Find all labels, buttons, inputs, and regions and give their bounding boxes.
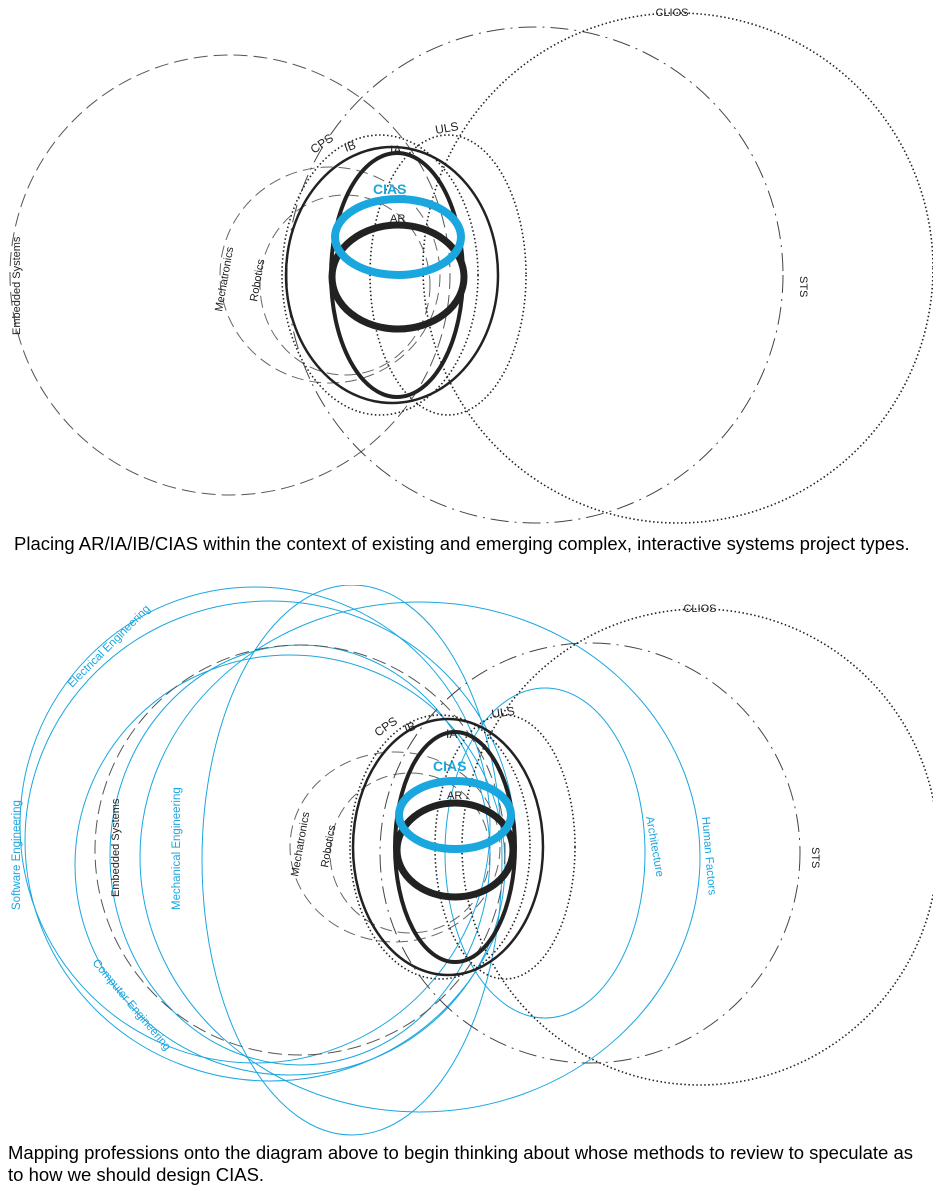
clios-boundary <box>462 609 933 1085</box>
sts-boundary <box>287 27 783 523</box>
cps-label: CPS <box>307 130 336 157</box>
human-factors-boundary <box>140 602 700 1112</box>
robotics-label: Robotics <box>248 258 268 303</box>
embedded-systems-label: Embedded Systems <box>110 798 122 897</box>
sts-label: STS <box>809 847 821 869</box>
figure1-caption: Placing AR/IA/IB/CIAS within the context of existing and emerging complex, interactive systems project types. <box>14 533 910 554</box>
cps-label: CPS <box>371 713 400 740</box>
software-engineering-label: Software Engineering <box>11 800 23 910</box>
clios-label: CLIOS <box>655 7 689 19</box>
mechatronics-label: Mechatronics <box>289 811 313 878</box>
computer-engineering-label: Computer Engineering <box>89 957 173 1054</box>
ib-label: IB <box>342 137 358 155</box>
ar-label: AR <box>447 790 463 802</box>
embedded-systems-label: Embedded Systems <box>11 236 23 335</box>
clios-label: CLIOS <box>683 603 717 615</box>
software-engineering-boundary <box>25 601 515 1081</box>
ia-label: IA <box>390 143 402 157</box>
clios-boundary <box>423 13 933 523</box>
ia-label: IA <box>446 727 458 741</box>
sts-label: STS <box>797 276 809 298</box>
diagram-project-types <box>0 0 933 530</box>
electrical-engineering-label: Electrical Engineering <box>65 602 153 691</box>
mechanical-engineering-label: Mechanical Engineering <box>171 787 183 910</box>
tall-profession-boundary <box>202 585 502 1135</box>
diagram-professions <box>0 585 933 1140</box>
mechatronics-label: Mechatronics <box>213 246 237 313</box>
robotics-label: Robotics <box>319 824 339 869</box>
ar-label: AR <box>390 213 406 225</box>
figure2-caption: Mapping professions onto the diagram above to begin thinking about whose methods to review to speculate as to how we should design CIAS. <box>8 1142 914 1185</box>
cias-label: CIAS <box>373 181 407 197</box>
architecture-label: Architecture <box>643 815 666 878</box>
ib-label: IB <box>402 718 418 736</box>
cias-label: CIAS <box>433 758 467 774</box>
uls-label: ULS <box>490 703 516 721</box>
human-factors-label: Human Factors <box>699 816 718 896</box>
uls-label: ULS <box>434 119 460 137</box>
